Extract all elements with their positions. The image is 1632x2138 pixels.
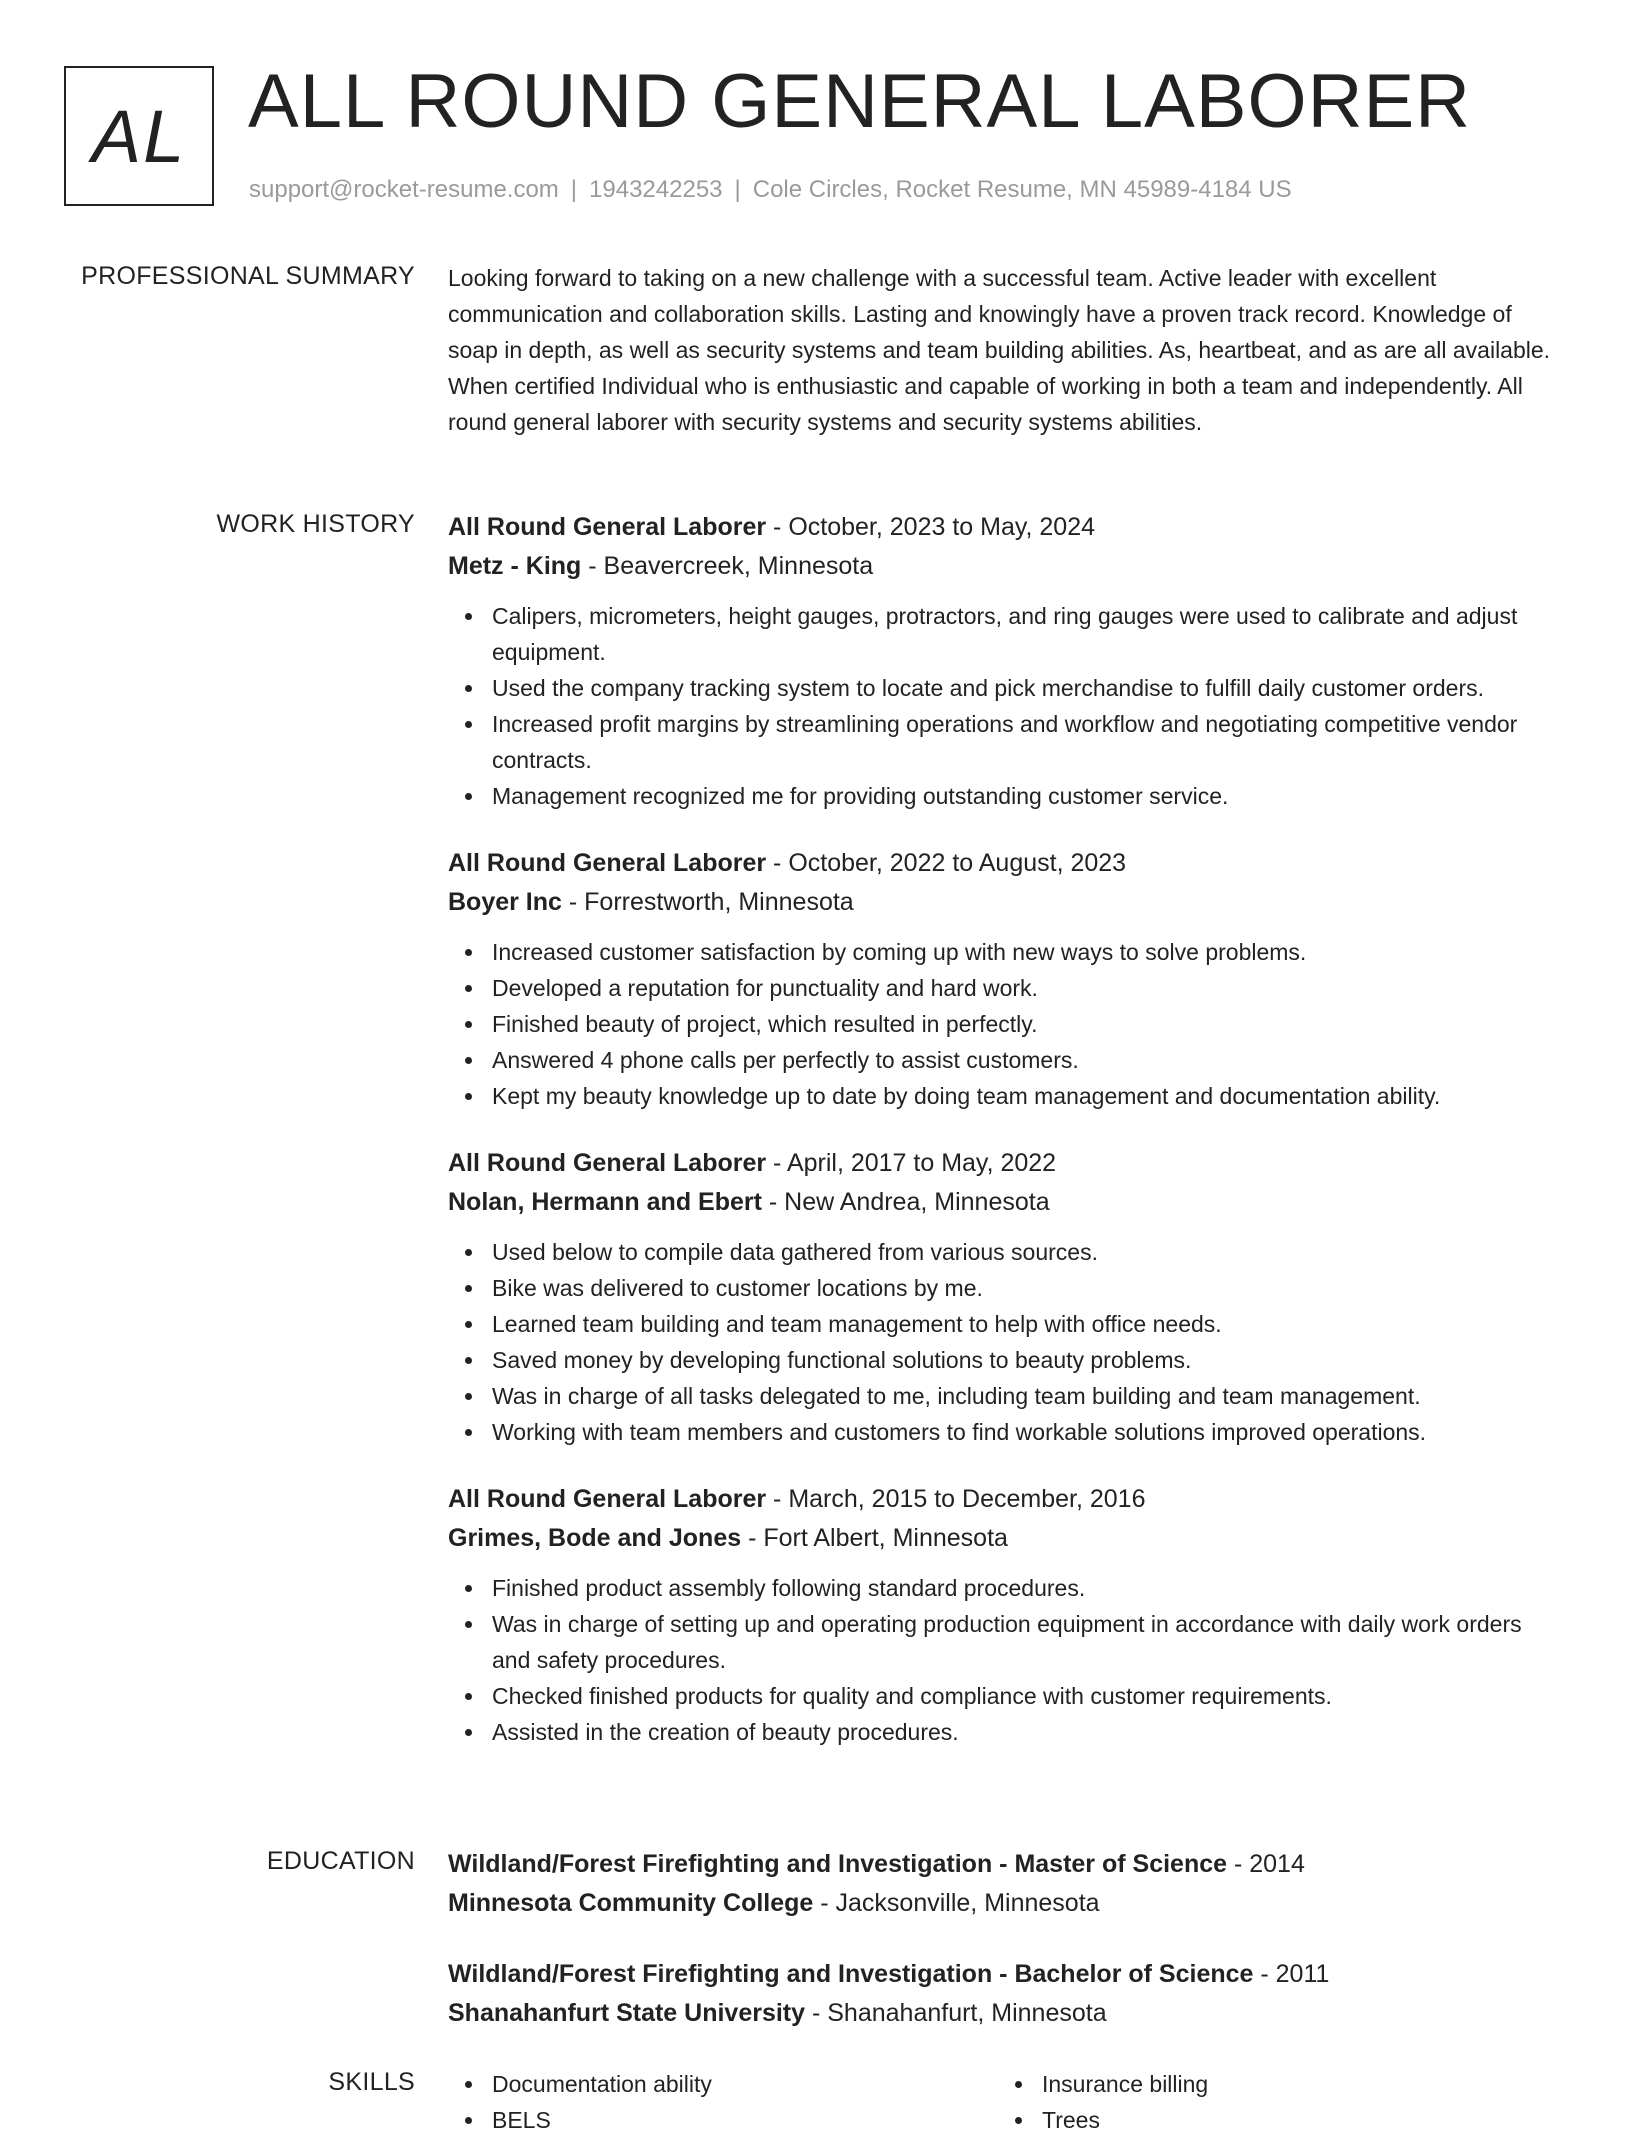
section-title: SKILLS <box>328 2068 415 2096</box>
education-year: - 2011 <box>1253 1960 1330 1988</box>
contact-line <box>249 174 1292 205</box>
list-item: Calipers, micrometers, height gauges, protractors, and ring gauges were used to calibrate and adjust equipment. <box>448 598 1558 670</box>
list-item: Kept my beauty knowledge up to date by doing team management and documentation ability. <box>448 1078 1558 1114</box>
job-bullets <box>448 1570 1558 1750</box>
job-bullets <box>448 598 1558 814</box>
skill-item: Trees <box>998 2102 1548 2138</box>
job-role: All Round General Laborer <box>448 513 767 541</box>
list-item: Learned team building and team management to help with office needs. <box>448 1306 1558 1342</box>
job-title-line <box>448 844 1558 883</box>
job-company: Boyer Inc <box>448 888 562 916</box>
job-role: All Round General Laborer <box>448 849 767 877</box>
section-title: EDUCATION <box>266 1847 415 1875</box>
job-dates: - October, 2022 to August, 2023 <box>766 849 1127 877</box>
skills-list <box>448 2066 1558 2138</box>
contact-address: Cole Circles, Rocket Resume, MN 45989-4184 US <box>752 176 1292 203</box>
education-degree-line <box>448 1955 1558 1994</box>
skill-item: BELS <box>448 2102 998 2138</box>
section-body <box>448 1845 1558 2065</box>
list-item: Was in charge of all tasks delegated to me, including team building and team management. <box>448 1378 1558 1414</box>
list-item: Developed a reputation for punctuality and hard work. <box>448 970 1558 1006</box>
list-item: Was in charge of setting up and operating production equipment in accordance with daily work orders and safety procedures. <box>448 1606 1558 1678</box>
job-title-line <box>448 508 1558 547</box>
job-dates: - April, 2017 to May, 2022 <box>766 1149 1057 1177</box>
job-company: Grimes, Bode and Jones <box>448 1524 742 1552</box>
job-bullets <box>448 934 1558 1114</box>
list-item: Assisted in the creation of beauty procedures. <box>448 1714 1558 1750</box>
education-school-line <box>448 1994 1558 2033</box>
job-company: Nolan, Hermann and Ebert <box>448 1188 762 1216</box>
education-school: Shanahanfurt State University <box>448 1999 806 2027</box>
job-entry <box>448 508 1558 814</box>
skill-item: Documentation ability <box>448 2066 998 2102</box>
list-item: Bike was delivered to customer locations by me. <box>448 1270 1558 1306</box>
education-year: - 2014 <box>1227 1850 1305 1878</box>
job-title-line <box>448 1480 1558 1519</box>
education-entry <box>448 1955 1558 2033</box>
list-item: Finished beauty of project, which resulted in perfectly. <box>448 1006 1558 1042</box>
job-location: - Forrestworth, Minnesota <box>561 888 854 916</box>
job-role: All Round General Laborer <box>448 1485 767 1513</box>
job-location: - Fort Albert, Minnesota <box>741 1524 1008 1552</box>
contact-email: support@rocket-resume.com <box>249 176 559 203</box>
job-role: All Round General Laborer <box>448 1149 767 1177</box>
section-body <box>448 508 1558 1780</box>
education-degree: Wildland/Forest Firefighting and Investigation - Master of Science <box>448 1850 1228 1878</box>
education-school: Minnesota Community College <box>448 1889 814 1917</box>
contact-separator: | <box>570 176 578 203</box>
list-item: Working with team members and customers to find workable solutions improved operations. <box>448 1414 1558 1450</box>
education-location: - Shanahanfurt, Minnesota <box>805 1999 1107 2027</box>
candidate-name: ALL ROUND GENERAL LABORER <box>248 59 1472 144</box>
list-item: Checked finished products for quality and compliance with customer requirements. <box>448 1678 1558 1714</box>
list-item: Management recognized me for providing outstanding customer service. <box>448 778 1558 814</box>
education-location: - Jacksonville, Minnesota <box>813 1889 1100 1917</box>
contact-phone: 1943242253 <box>589 176 723 203</box>
education-school-line <box>448 1884 1558 1923</box>
education-degree: Wildland/Forest Firefighting and Investigation - Bachelor of Science <box>448 1960 1254 1988</box>
section-body <box>448 260 1558 440</box>
monogram-box <box>64 66 214 206</box>
contact-separator: | <box>734 176 741 203</box>
summary-text: Looking forward to taking on a new challenge with a successful team. Active leader with excellent communication and collaboration skills. Lasting and knowingly have a proven track record. Knowledge of soap in depth, as well as security systems and team building abilities. As, heartbeat, and as are all available. When certified Individual who is enthusiastic and capable of working in both a team and independently. All round general laborer with security systems and security systems abilities. <box>448 265 1551 435</box>
job-company-line <box>448 883 1558 922</box>
list-item: Increased profit margins by streamlining operations and workflow and negotiating competitive vendor contracts. <box>448 706 1558 778</box>
section-title: PROFESSIONAL SUMMARY <box>81 262 415 290</box>
job-dates: - March, 2015 to December, 2016 <box>766 1485 1146 1513</box>
list-item: Increased customer satisfaction by coming up with new ways to solve problems. <box>448 934 1558 970</box>
list-item: Saved money by developing functional solutions to beauty problems. <box>448 1342 1558 1378</box>
job-entry <box>448 1144 1558 1450</box>
job-company-line <box>448 1519 1558 1558</box>
list-item: Finished product assembly following standard procedures. <box>448 1570 1558 1606</box>
job-location: - Beavercreek, Minnesota <box>581 552 874 580</box>
job-company-line <box>448 1183 1558 1222</box>
job-location: - New Andrea, Minnesota <box>761 1188 1050 1216</box>
skill-item: Insurance billing <box>998 2066 1548 2102</box>
list-item: Answered 4 phone calls per perfectly to assist customers. <box>448 1042 1558 1078</box>
section-title: WORK HISTORY <box>216 510 415 538</box>
section-body <box>448 2066 1558 2138</box>
job-entry <box>448 844 1558 1114</box>
list-item: Used below to compile data gathered from various sources. <box>448 1234 1558 1270</box>
job-company-line <box>448 547 1558 586</box>
list-item: Used the company tracking system to locate and pick merchandise to fulfill daily customer orders. <box>448 670 1558 706</box>
job-dates: - October, 2023 to May, 2024 <box>766 513 1096 541</box>
job-entry <box>448 1480 1558 1750</box>
education-entry <box>448 1845 1558 1923</box>
job-bullets <box>448 1234 1558 1450</box>
monogram-initials: AL <box>91 94 187 178</box>
job-company: Metz - King <box>448 552 582 580</box>
education-degree-line <box>448 1845 1558 1884</box>
job-title-line <box>448 1144 1558 1183</box>
